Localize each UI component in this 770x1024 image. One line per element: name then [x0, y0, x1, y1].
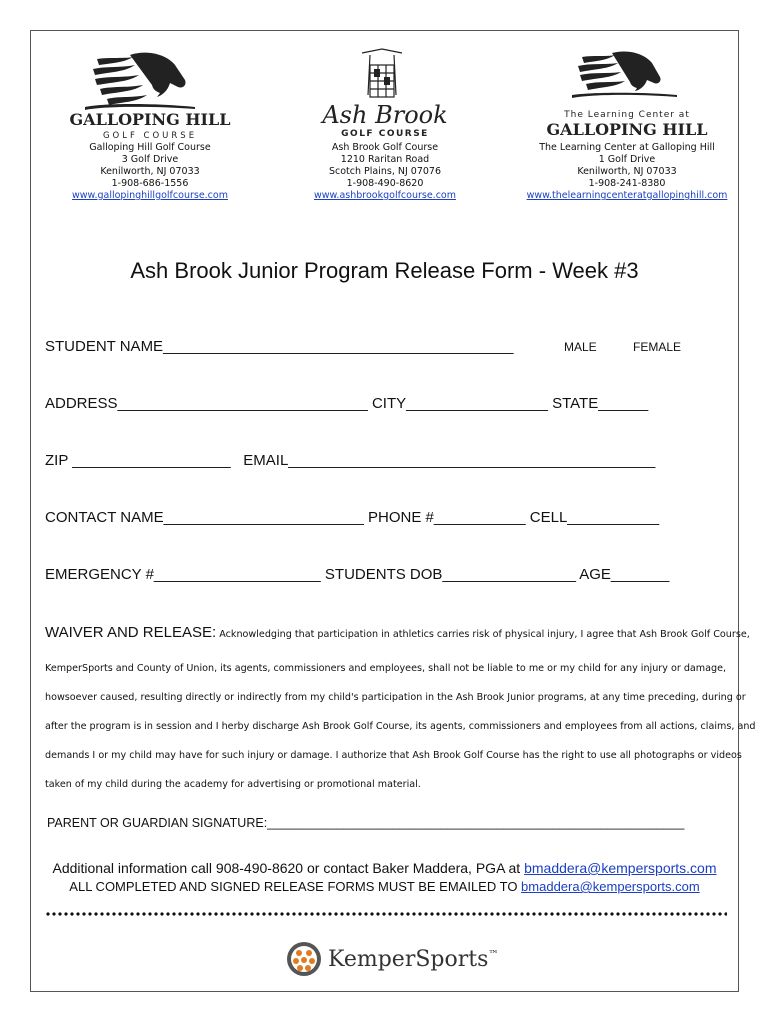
waiver-line-6: taken of my child during the academy for advertising or promotional material.	[45, 779, 421, 790]
emergency-row[interactable]: EMERGENCY #____________________ STUDENTS DOB________________ AGE_______	[45, 566, 670, 583]
horse-logo-icon	[512, 45, 742, 142]
ash-brook-link[interactable]: www.ashbrookgolfcourse.com	[314, 190, 456, 201]
address-row[interactable]: ADDRESS______________________________ CITY_________________ STATE______	[45, 395, 649, 412]
zip-email-row	[45, 452, 655, 469]
contact-row[interactable]: CONTACT NAME________________________ PHONE #___________ CELL___________	[45, 509, 660, 526]
waiver-heading: WAIVER AND RELEASE:	[45, 624, 217, 641]
info-line-1: Additional information call 908-490-8620 or contact Baker Maddera, PGA at bmaddera@kempersports.com	[52, 860, 717, 876]
form-title: Ash Brook Junior Program Release Form - Week #3	[130, 258, 639, 283]
windmill-logo-icon	[270, 45, 500, 142]
male-option[interactable]: MALE	[564, 340, 597, 354]
learning-center-logo	[512, 45, 742, 142]
ash-brook-logo	[270, 45, 500, 142]
svg-text:GALLOPING HILL: GALLOPING HILL	[546, 120, 708, 139]
waiver-line-1: WAIVER AND RELEASE: Acknowledging that participation in athletics carries risk of physical injury, I agree that Ash Brook Golf Course,	[45, 624, 750, 641]
svg-text:GALLOPING HILL: GALLOPING HILL	[69, 110, 231, 129]
horse-logo-icon	[35, 45, 265, 142]
galloping-hill-logo	[35, 45, 265, 142]
galloping-hill-header	[35, 45, 265, 202]
kempersports-logo	[286, 937, 498, 981]
waiver-line-3: howsoever caused, resulting directly or indirectly from my child's participation in the Ash Brook Junior programs, at any time preceding, during or	[45, 692, 746, 703]
waiver-line-2: KemperSports and County of Union, its agents, commissioners and employees, shall not be liable to me or my child for any injury or damage,	[45, 663, 727, 674]
kempersports-ball-icon	[286, 941, 322, 977]
learning-center-header	[512, 45, 742, 202]
ash-brook-header	[270, 45, 500, 202]
contact-email-link[interactable]: bmaddera@kempersports.com	[524, 860, 717, 876]
galloping-hill-link[interactable]: www.gallopinghillgolfcourse.com	[72, 190, 228, 201]
svg-text:GOLF COURSE: GOLF COURSE	[341, 129, 429, 139]
female-option[interactable]: FEMALE	[633, 340, 682, 354]
zip-field[interactable]: ZIP ___________________	[45, 452, 231, 469]
kempersports-wordmark: KemperSports™	[328, 946, 499, 972]
svg-text:GOLF COURSE: GOLF COURSE	[102, 131, 198, 141]
learning-center-link[interactable]: www.thelearningcenteratgallopinghill.com	[526, 190, 728, 201]
signature-field[interactable]: PARENT OR GUARDIAN SIGNATURE:____________________________________________________________	[47, 816, 685, 830]
learning-center-address: The Learning Center at Galloping Hill 1 Golf Drive Kenilworth, NJ 07033 1-908-241-8380	[539, 142, 715, 189]
svg-text:The Learning Center at: The Learning Center at	[564, 110, 690, 120]
info-line-2: ALL COMPLETED AND SIGNED RELEASE FORMS MUST BE EMAILED TO bmaddera@kempersports.com	[69, 879, 700, 894]
waiver-line-4: after the program is in session and I herby discharge Ash Brook Golf Course, its agents, commissioners and employees from all actions, claims, and	[45, 721, 756, 732]
submit-email-link[interactable]: bmaddera@kempersports.com	[521, 879, 700, 894]
student-name-field[interactable]: STUDENT NAME__________________________________________	[45, 338, 514, 355]
student-name-row	[45, 338, 513, 355]
email-field[interactable]: EMAIL____________________________________________	[243, 452, 656, 469]
dotted-divider	[45, 911, 727, 917]
waiver-line-5: demands I or my child may have for such injury or damage. I authorize that Ash Brook Golf Course has the right to use all photographs or videos	[45, 750, 742, 761]
svg-text:Ash Brook: Ash Brook	[322, 101, 448, 129]
ash-brook-address: Ash Brook Golf Course 1210 Raritan Road Scotch Plains, NJ 07076 1-908-490-8620	[328, 142, 442, 189]
galloping-hill-address: Galloping Hill Golf Course 3 Golf Drive Kenilworth, NJ 07033 1-908-686-1556	[89, 142, 211, 189]
